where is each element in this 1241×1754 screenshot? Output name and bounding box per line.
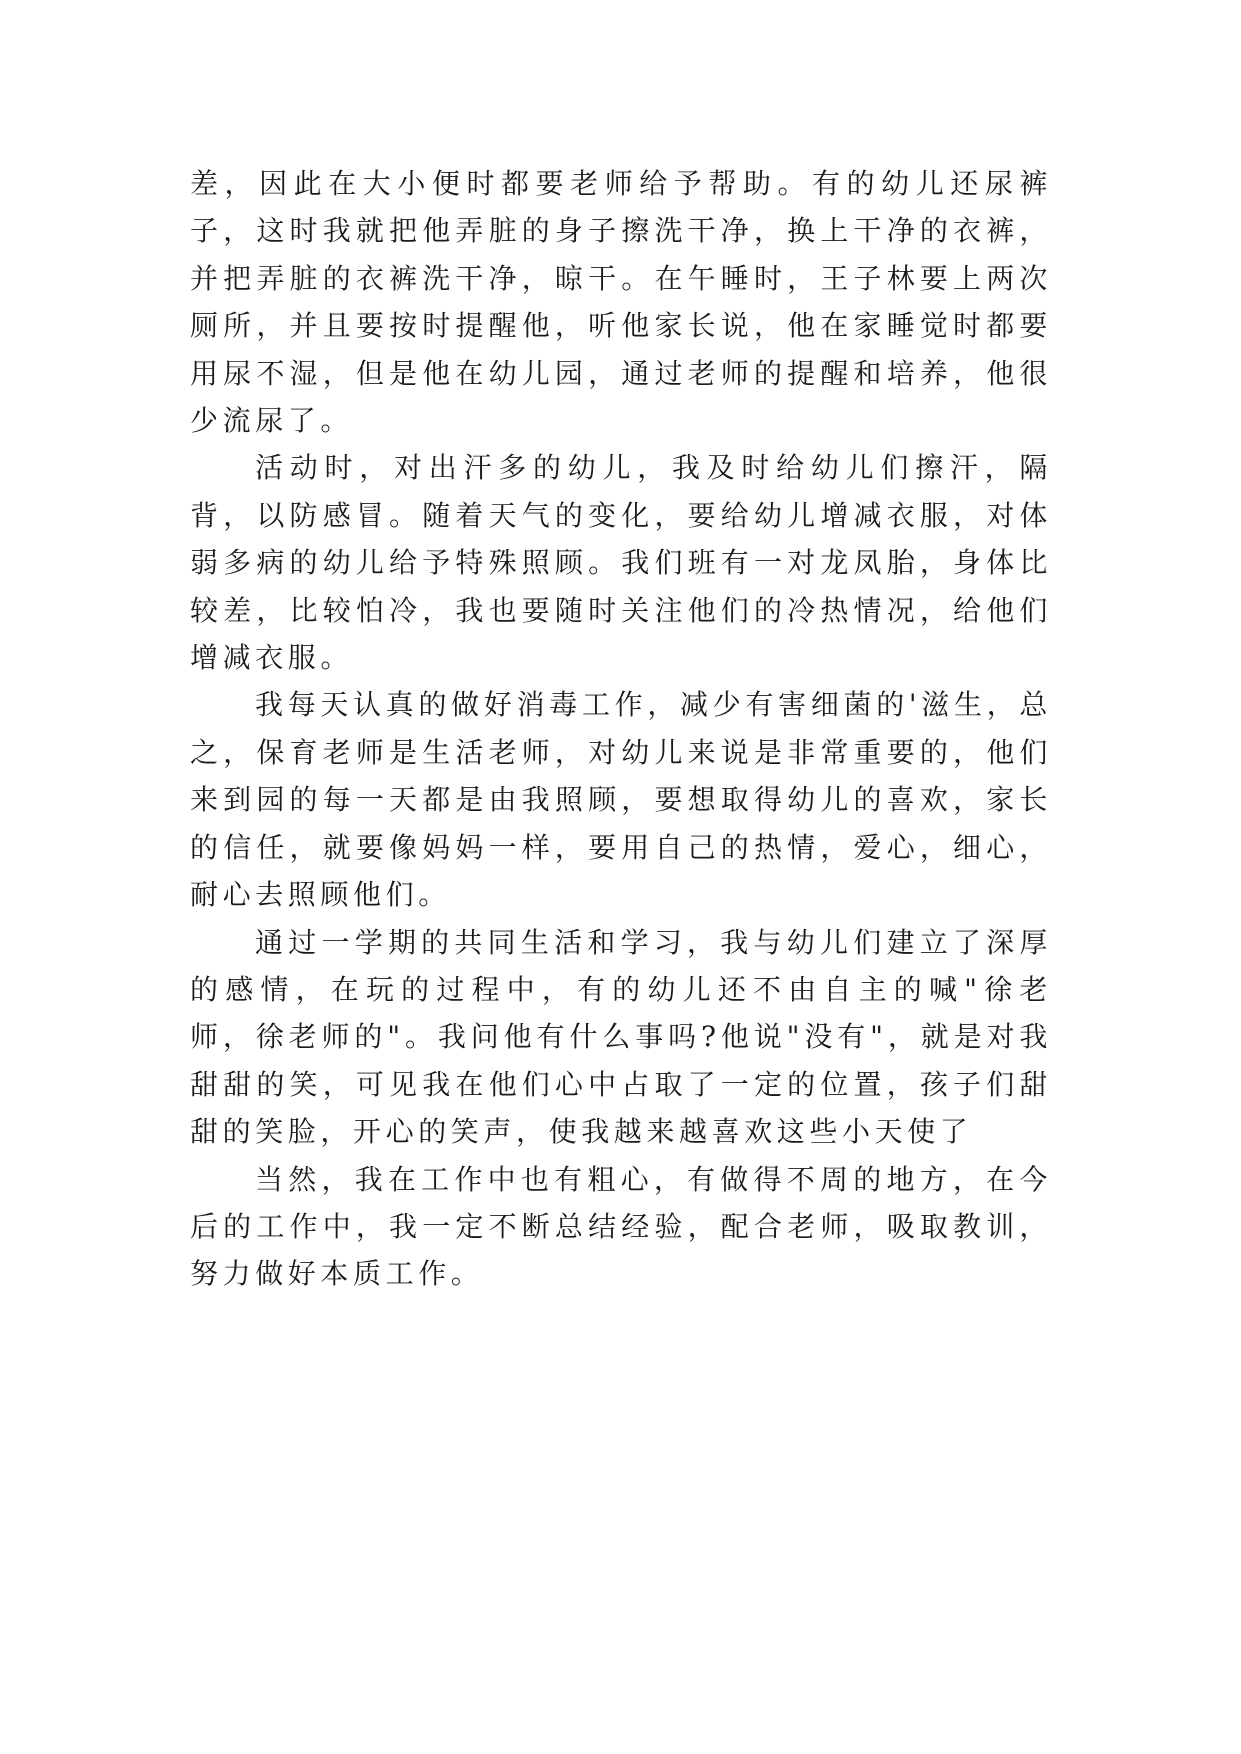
document-body (190, 160, 1052, 1298)
paragraph-1: 差，因此在大小便时都要老师给予帮助。有的幼儿还尿裤子，这时我就把他弄脏的身子擦洗干净，换上干净的衣裤，并把弄脏的衣裤洗干净，晾干。在午睡时，王子林要上两次厕所，并且要按时提醒他，听他家长说，他在家睡觉时都要用尿不湿，但是他在幼儿园，通过老师的提醒和培养，他很少流尿了。 (190, 167, 1052, 438)
paragraph-5: 当然，我在工作中也有粗心，有做得不周的地方，在今后的工作中，我一定不断总结经验，配合老师，吸取教训，努力做好本质工作。 (190, 1162, 1052, 1291)
paragraph-4: 通过一学期的共同生活和学习，我与幼儿们建立了深厚的感情，在玩的过程中，有的幼儿还不由自主的喊"徐老师，徐老师的"。我问他有什么事吗?他说"没有"，就是对我甜甜的笑，可见我在他们心中占取了一定的位置，孩子们甜甜的笑脸，开心的笑声，使我越来越喜欢这些小天使了 (190, 925, 1052, 1149)
paragraph-3: 我每天认真的做好消毒工作，减少有害细菌的'滋生，总之，保育老师是生活老师，对幼儿来说是非常重要的，他们来到园的每一天都是由我照顾，要想取得幼儿的喜欢，家长的信任，就要像妈妈一样，要用自己的热情，爱心，细心，耐心去照顾他们。 (190, 688, 1052, 912)
paragraph-2: 活动时，对出汗多的幼儿，我及时给幼儿们擦汗，隔背，以防感冒。随着天气的变化，要给幼儿增减衣服，对体弱多病的幼儿给予特殊照顾。我们班有一对龙凤胎，身体比较差，比较怕冷，我也要随时关注他们的冷热情况，给他们增减衣服。 (190, 451, 1052, 675)
